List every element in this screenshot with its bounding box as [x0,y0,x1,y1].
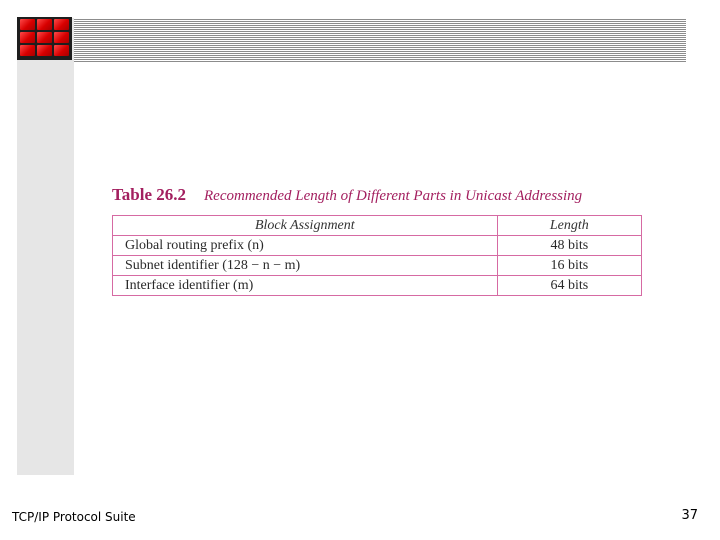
logo-cell [54,32,69,43]
table-caption-title: Recommended Length of Different Parts in Unicast Addressing [204,188,583,204]
logo-cell [20,19,35,30]
table-row [113,236,642,256]
cell-block: Interface identifier (m) [113,276,498,296]
logo-cell [20,32,35,43]
logo-cell [37,19,52,30]
header-length: Length [497,216,641,236]
header-block-assignment: Block Assignment [113,216,498,236]
slide-header-band [74,18,686,62]
table-row [113,256,642,276]
table-caption-label: Table 26.2 [112,185,187,204]
table-row [113,276,642,296]
cell-length: 64 bits [497,276,641,296]
cell-block: Subnet identifier (128 − n − m) [113,256,498,276]
footer-title: TCP/IP Protocol Suite [12,510,136,524]
cell-length: 48 bits [497,236,641,256]
slide-logo-grid-icon [17,17,72,60]
table-header-row [113,216,642,236]
page-number: 37 [681,508,698,523]
logo-cell [37,32,52,43]
block-assignment-table [112,215,642,296]
logo-cell [54,19,69,30]
slide-side-bar [17,18,74,475]
logo-cell [20,45,35,56]
logo-cell [54,45,69,56]
logo-cell [37,45,52,56]
table-caption [112,185,652,205]
cell-block: Global routing prefix (n) [113,236,498,256]
cell-length: 16 bits [497,256,641,276]
